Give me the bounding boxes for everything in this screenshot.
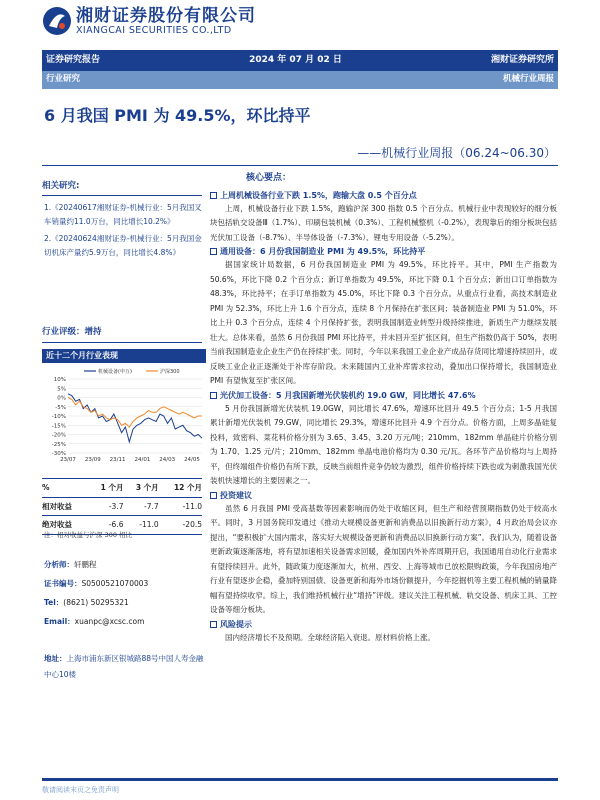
company-name-en: XIANGCAI SECURITIES CO.,LTD xyxy=(76,25,232,36)
disclaimer-link[interactable]: 敬请阅读末页之免责声明 xyxy=(42,786,119,794)
row-label: 相对收益 xyxy=(42,497,88,516)
row-label: 绝对收益 xyxy=(42,516,88,535)
cert-label: 证书编号： xyxy=(44,579,82,588)
footer xyxy=(42,778,558,796)
performance-chart xyxy=(42,349,206,467)
checkbox-bullet-icon xyxy=(210,621,217,628)
section-title: 光伏加工设备：5 月我国新增光伏装机约 19.0 GW，同比增长 47.6% xyxy=(220,390,476,400)
x-tick-label: 24/01 xyxy=(134,457,151,463)
table-cell: -11.0 xyxy=(123,516,158,535)
section-text: 据国家统计局数据，6 月份我国制造业 PMI 为 49.5%，环比持平。其中，PMI 生产指数为 50.6%，环比下降 0.2 个百分点；新订单指数为 49.5%，环比下降 0.1 个百分点；新出口订单指数为 48.3%，环比持平；在手订单指数为 45.0%，环比下降 0.3 个百分点。从重点行业看，高技术制造业 PMI 为 52.3%，环比上升 1.6 个百分点，连续 8 个月保持在扩张区间；装备制造业 PMI 为 51.0%，环比上升 0.3 个百分点，连续 4 个月保持扩张，表明我国制造业转型升级持续推进，新质生产力继续发展壮大。总体来看，虽然 6 月份我国 PMI 环比持平，并未回升至扩张区间，但生产指数仍高于 50%，表明当前我国制造业企业生产仍在持续扩张。同时，今年以来我国工业企业产成品存货同比增速持续回升，或反映工业企业正逐渐处于补库存阶段。未来随国内工业补库需求拉动，叠加出口保持增长，我国制造业 PMI 有望恢复至扩张区间。 xyxy=(210,260,557,386)
x-tick-label: 23/07 xyxy=(60,457,76,463)
report-type: 证券研究报告 xyxy=(46,54,101,65)
col-header: % xyxy=(42,479,88,498)
section-text: 虽然 6 月我国 PMI 受高基数等因素影响而仍处于收缩区间，但生产和经营预期指数仍处于较高水平。同时，3 月国务院印发通过《推动大规模设备更新和消费品以旧换新行动方案》，4 月政治局会议亦提出，“要积极扩大国内需求，落实好大规模设备更新和消费品以旧换新行动方案”。我们认为，随着设备更新政策逐渐落地，将有望加速相关设备需求回暖，叠加国内外补库周期开启，我国通用自动化行业需求有望持续回升。此外，随政策力度逐渐加大，杭州、西安、上海等城市已放松限购政策，今年我国房地产行业有望逐步企稳，叠加特别国债、设备更新和海外市场份额提升，今年挖掘机等主要工程机械的销量降幅有望持续收窄。综上，我们维持机械行业“增持”评级。建议关注工程机械、轨交设备、机床工具、工控设备等细分板块。 xyxy=(210,503,557,615)
y-tick-label: -30% xyxy=(51,451,66,457)
addr-label: 地址： xyxy=(44,654,67,663)
section-text: 国内经济增长不及预期。全球经济陷入衰退。原材料价格上涨。 xyxy=(225,632,435,642)
industry-rating: 行业评级：增持 xyxy=(42,326,202,343)
y-tick-label: 0% xyxy=(57,395,66,402)
analyst-name: 轩鹏程 xyxy=(74,560,97,569)
section xyxy=(210,389,557,489)
section xyxy=(210,189,557,246)
key-points-heading: 核心要点： xyxy=(246,173,292,183)
checkbox-bullet-icon xyxy=(210,248,217,255)
checkbox-bullet-icon xyxy=(210,492,217,499)
table-note: 注：相对收益与沪深 300 相比 xyxy=(44,531,133,539)
y-tick-label: -10% xyxy=(51,414,66,420)
chart-title: 近十二个月行业表现 xyxy=(42,349,206,363)
performance-table xyxy=(42,478,202,535)
email-label: Email： xyxy=(44,617,75,626)
company-name-cn: 湘财证券股份有限公司 xyxy=(76,6,256,26)
checkbox-bullet-icon xyxy=(210,392,217,399)
x-tick-label: 23/09 xyxy=(84,457,101,463)
col-header: 12 个月 xyxy=(159,479,202,498)
table-cell: -20.5 xyxy=(159,516,202,535)
related-link[interactable]: 1.《20240617湘财证券-机械行业：5月我国叉车销量约11.0万台，同比增长10.2%》 xyxy=(44,203,202,227)
x-tick-label: 24/05 xyxy=(184,457,200,463)
report-header-bar xyxy=(42,50,558,71)
table-cell: -3.7 xyxy=(88,497,123,516)
report-subtitle: ——机械行业周报（06.24~06.30） xyxy=(357,146,556,160)
report-date: 2024 年 07 月 02 日 xyxy=(249,54,342,65)
series-line xyxy=(68,398,202,428)
y-tick-label: -15% xyxy=(51,423,66,430)
cert-number: S0500521070003 xyxy=(81,579,149,588)
report-title: 6 月我国 PMI 为 49.5%，环比持平 xyxy=(44,106,311,125)
table-cell: -7.7 xyxy=(123,497,158,516)
section xyxy=(210,245,557,389)
tel-label: Tel： xyxy=(44,598,64,607)
col-header: 3 个月 xyxy=(123,479,158,498)
line-chart xyxy=(42,363,206,467)
y-tick-label: 5% xyxy=(57,386,66,393)
x-tick-label: 24/03 xyxy=(159,457,176,463)
related-research xyxy=(42,180,202,263)
address-block xyxy=(44,651,204,683)
x-tick-label: 23/11 xyxy=(109,457,126,463)
y-tick-label: -20% xyxy=(51,432,66,439)
section-text: 上周，机械设备行业下跌 1.5%，跑输沪深 300 指数 0.5 个百分点。机械行业中表现较好的细分板块包括轨交设备Ⅲ（1.7%）、印刷包装机械（0.3%）、工程机械整机（-0.2%），表现靠后的细分板块包括光伏加工设备（-8.7%）、半导体设备（-7.3%）、锂电专用设备（-5.2%）。 xyxy=(210,203,557,242)
col-header: 1 个月 xyxy=(88,479,123,498)
email-link[interactable]: xuanpc@xcsc.com xyxy=(74,617,145,626)
legend-label: 沪深300 xyxy=(160,369,180,375)
report-series: 机械行业周报 xyxy=(502,74,554,85)
section xyxy=(210,489,557,618)
main-content xyxy=(210,172,557,645)
related-link[interactable]: 2.《20240624湘财证券-机械行业：5月我国金切机床产量约5.9万台，同比增长4.8%》 xyxy=(44,234,202,258)
y-tick-label: -5% xyxy=(55,404,66,411)
company-logo xyxy=(42,6,72,36)
title-divider xyxy=(42,165,558,166)
address: 上海市浦东新区银城路88号中国人寿金融中心10楼 xyxy=(44,654,204,679)
report-subheader-bar xyxy=(42,71,558,89)
tel-number: (8621) 50295321 xyxy=(63,598,129,607)
legend-label: 机械设备(申万) xyxy=(98,369,132,375)
section xyxy=(210,618,557,646)
analyst-label: 分析师： xyxy=(44,560,74,569)
table-cell: -6.6 xyxy=(88,516,123,535)
checkbox-bullet-icon xyxy=(210,192,217,199)
section-title: 上周机械设备行业下跌 1.5%，跑输大盘 0.5 个百分点 xyxy=(220,190,417,200)
table-row xyxy=(42,497,202,516)
report-category: 行业研究 xyxy=(46,74,81,85)
analyst-info xyxy=(44,555,204,631)
institute-name: 湘财证券研究所 xyxy=(490,54,554,65)
section-title: 投资建议 xyxy=(220,490,252,500)
section-text: 5 月份我国新增光伏装机 19.0GW，同比增长 47.6%，增速环比回升 49.5 个百分点；1-5 月我国累计新增光伏装机 79.GW，同比增长 29.3%，增速环比回升 4.9 个百分点。价格方面，上周多晶硅复投料，致密料、菜花料价格分别为 3.65、3.45、3.20 万元/吨；210mm、182mm 单晶硅片价格分别为 1.70、1.25 元/片；210mm、182mm 单晶电池价格均为 0.30 元/瓦。各环节产品价格均与上周持平，但终端组件价格仍有所下跌，反映当前组件竞争仍较为激烈，组件价格持续下跌也或为刺激我国光伏装机快速增长的主要因素之一。 xyxy=(210,403,557,486)
table-cell: -11.0 xyxy=(159,497,202,516)
y-tick-label: -25% xyxy=(51,441,66,448)
section-title: 通用设备：6 月份我国制造业 PMI 为 49.5%，环比持平 xyxy=(220,247,426,257)
section-title: 风险提示 xyxy=(220,619,252,629)
y-tick-label: 10% xyxy=(53,377,66,383)
related-title: 相关研究: xyxy=(42,180,202,196)
